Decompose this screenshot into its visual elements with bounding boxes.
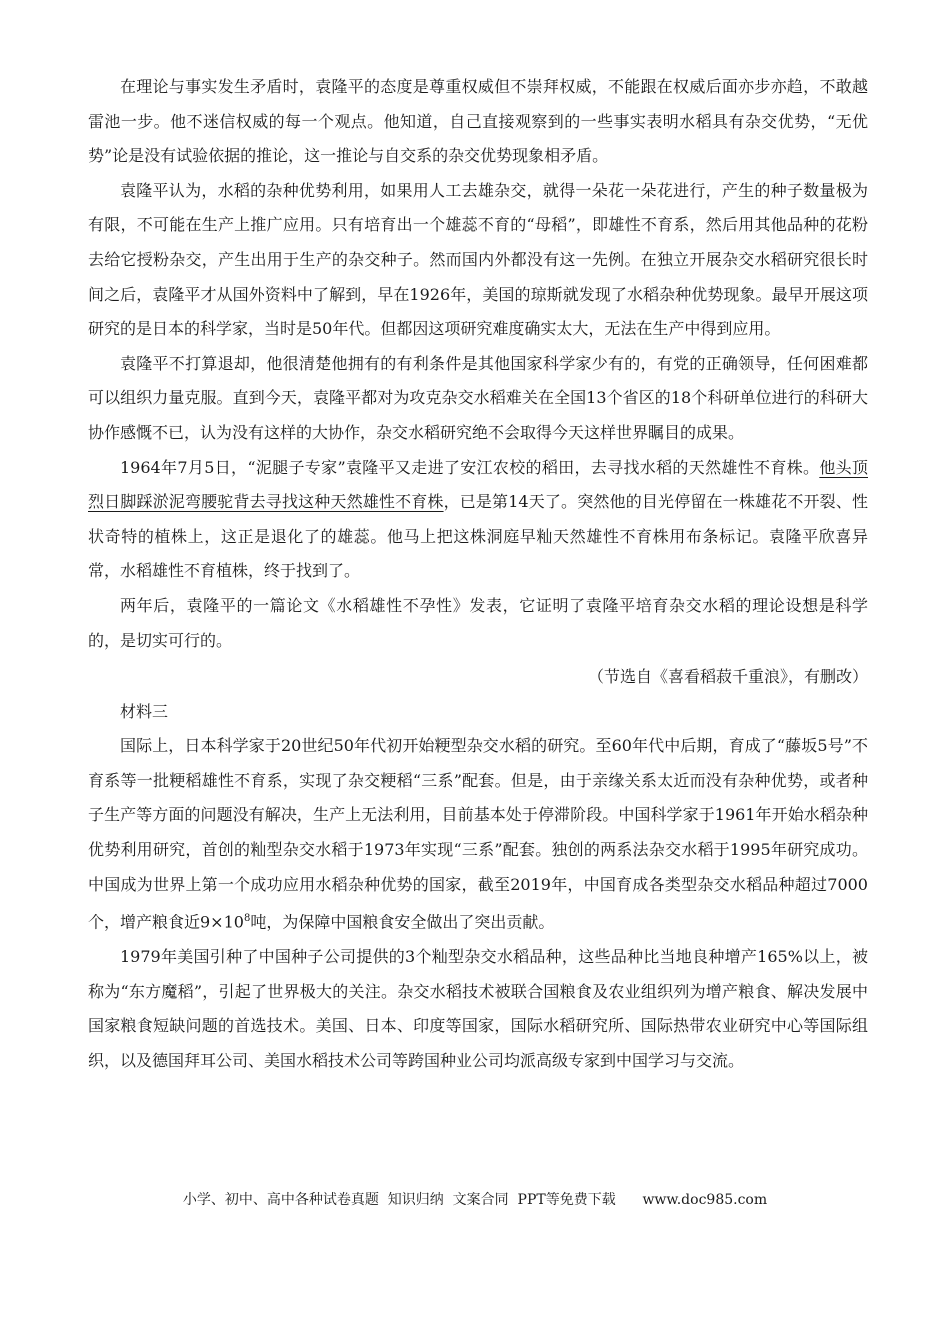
paragraph-6: [88, 729, 868, 940]
paragraph-4: [88, 451, 868, 589]
paragraph-6-part-a: 国际上，日本科学家于20世纪50年代初开始粳型杂交水稻的研究。至60年代中后期，育成了“藤坂5号”不育系等一批粳稻雄性不育系，实现了杂交粳稻“三系”配套。但是，由于亲缘关系太近而没有杂种优势，或者种子生产等方面的问题没有解决，生产上无法利用，目前基本处于停滞阶段。中国科学家于1961年开始水稻杂种优势利用研究，首创的籼型杂交水稻于1973年实现“三系”配套。独创的两系法杂交水稻于1995年研究成功。中国成为世界上第一个成功应用水稻杂种优势的国家，截至2019年，中国育成各类型杂交水稻品种超过7000个，增产粮食近9×10: [88, 736, 868, 932]
source-citation: （节选自《喜看稻菽千重浪》，有删改）: [587, 667, 868, 687]
paragraph-4-end: ，已是第14天了。突然他的目光停留在一株雄花不开裂、性状奇特的植株上，这正是退化了的雄蕊。他马上把这株洞庭早籼天然雄性不育株用布条标记。袁隆平欣喜异常，水稻雄性不育植株，终于找到了。: [88, 492, 868, 581]
underlined-sentence: 他头顶烈日脚踩淤泥弯腰驼背去寻找这种天然雄性不育株: [88, 457, 868, 512]
paragraph-5: 两年后，袁隆平的一篇论文《水稻雄性不孕性》发表，它证明了袁隆平培育杂交水稻的理论设想是科学的，是切实可行的。: [88, 595, 868, 650]
material-heading: 材料三: [120, 701, 169, 721]
exponent: 8: [243, 913, 251, 925]
paragraph-3: 袁隆平不打算退却，他很清楚他拥有的有利条件是其他国家科学家少有的，有党的正确领导，任何困难都可以组织力量克服。直到今天，袁隆平都对为攻克杂交水稻难关在全国13个省区的18个科研单位进行的科研大协作感慨不已，认为没有这样的大协作，杂交水稻研究绝不会取得今天这样世界瞩目的成果。: [88, 353, 868, 442]
paragraph-2: 袁隆平认为，水稻的杂种优势利用，如果用人工去雄杂交，就得一朵花一朵花进行，产生的种子数量极为有限，不可能在生产上推广应用。只有培育出一个雄蕊不育的“母稻”，即雄性不育系，然后用其他品种的花粉去给它授粉杂交，产生出用于生产的杂交种子。然而国内外都没有这一先例。在独立开展杂交水稻研究很长时间之后，袁隆平才从国外资料中了解到，早在1926年，美国的琼斯就发现了水稻杂种优势现象。最早开展这项研究的是日本的科学家，当时是50年代。但都因这项研究难度确实太大，无法在生产中得到应用。: [88, 180, 868, 339]
paragraph-6-part-b: 吨，为保障中国粮食安全做出了突出贡献。: [250, 912, 555, 932]
document-body: [88, 70, 868, 1079]
page-footer: 小学、初中、高中各种试卷真题 知识归纳 文案合同 PPT等免费下载 www.doc985.com: [182, 1192, 768, 1208]
paragraph-4-start: 1964年7月5日，“泥腿子专家”袁隆平又走进了安江农校的稻田，去寻找水稻的天然雄性不育株。: [120, 457, 820, 477]
paragraph-1: 在理论与事实发生矛盾时，袁隆平的态度是尊重权威但不崇拜权威，不能跟在权威后面亦步亦趋，不敢越雷池一步。他不迷信权威的每一个观点。他知道，自己直接观察到的一些事实表明水稻具有杂交优势，“无优势”论是没有试验依据的推论，这一推论与自交系的杂交优势现象相矛盾。: [88, 77, 868, 166]
paragraph-7: 1979年美国引种了中国种子公司提供的3个籼型杂交水稻品种，这些品种比当地良种增产165%以上，被称为“东方魔稻”，引起了世界极大的关注。杂交水稻技术被联合国粮食及农业组织列为增产粮食、解决发展中国家粮食短缺问题的首选技术。美国、日本、印度等国家，国际水稻研究所、国际热带农业研究中心等国际组织，以及德国拜耳公司、美国水稻技术公司等跨国种业公司均派高级专家到中国学习与交流。: [88, 947, 868, 1070]
